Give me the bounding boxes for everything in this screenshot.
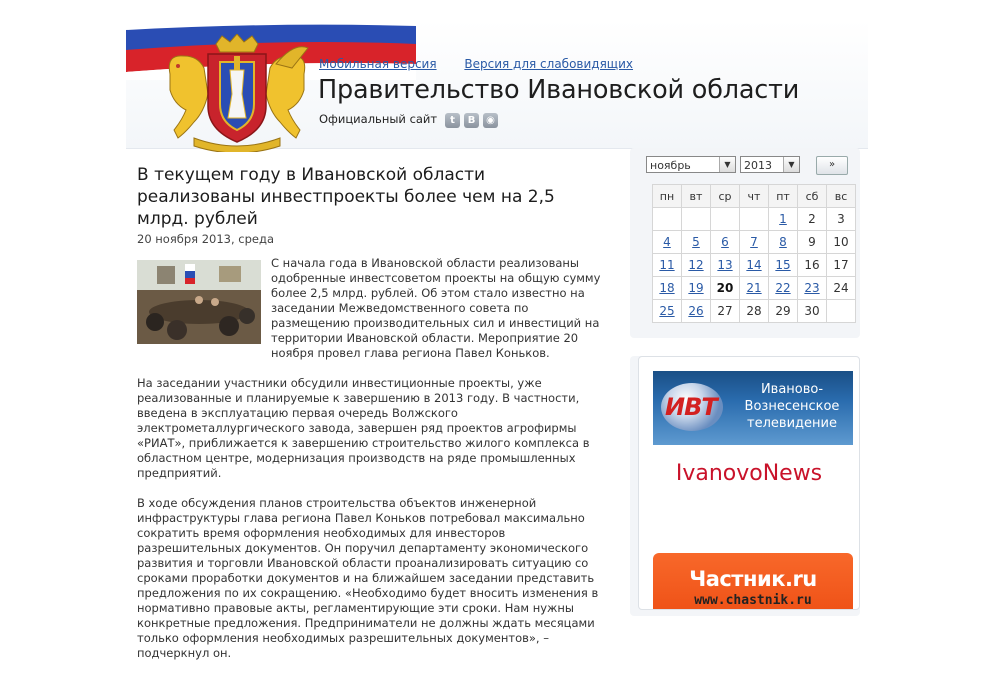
calendar-day-cell — [740, 277, 769, 300]
calendar-day-cell — [740, 231, 769, 254]
vkontakte-icon[interactable]: B — [464, 113, 479, 128]
calendar-day-cell — [653, 277, 682, 300]
calendar-day-link[interactable]: 14 — [746, 258, 762, 272]
calendar-day-cell — [769, 231, 798, 254]
calendar-week-row — [653, 277, 856, 300]
calendar-day-cell — [769, 208, 798, 231]
meeting-photo-image — [137, 260, 261, 344]
article-title: В текущем году в Ивановской области реализованы инвестпроекты более чем на 2,5 млрд. рублей — [137, 165, 555, 229]
calendar-weekday: вт — [682, 185, 711, 208]
calendar-day-cell — [711, 231, 740, 254]
official-site-label: Официальный сайт — [319, 112, 438, 126]
ivanovo-news-banner[interactable]: IvanovoNews — [675, 461, 823, 486]
calendar-week-row — [653, 254, 856, 277]
calendar-day-cell — [769, 277, 798, 300]
mobile-version-link[interactable]: Мобильная версия — [319, 57, 437, 71]
social-icons — [445, 113, 498, 128]
calendar-day-link[interactable]: 7 — [750, 235, 758, 249]
calendar-day-link[interactable]: 25 — [659, 304, 675, 318]
calendar-day-cell: 9 — [798, 231, 827, 254]
calendar-day-cell: 10 — [827, 231, 856, 254]
rss-icon[interactable]: ◉ — [483, 113, 498, 128]
article-photo[interactable] — [137, 260, 261, 344]
ivt-tv-banner[interactable] — [653, 371, 853, 445]
year-select-value: 2013 — [744, 159, 772, 172]
article-paragraph: С начала года в Ивановской области реализованы одобренные инвестсоветом проекты на общую сумму более 2,5 млрд. рублей. Об этом стало известно на заседании Межведомственного совета по размещению производительных сил и инвестиций на территории Ивановской области. Мероприятие 20 ноября провел глава региона Павел Коньков. — [271, 256, 601, 360]
chastnik-logo-text — [653, 567, 853, 591]
site-title: Правительство Ивановской области — [318, 75, 800, 105]
calendar-week-row — [653, 300, 856, 323]
calendar-controls — [646, 156, 862, 176]
header-links — [319, 57, 633, 71]
chastnik-name: Частник — [689, 567, 785, 591]
banners-panel — [630, 356, 860, 616]
article-paragraph: На заседании участники обсудили инвестиционные проекты, уже реализованные и планируемые к завершению в 2013 году. В частности, введена в эксплуатацию первая очередь Волжского электрометаллургического завода, завершен ряд проектов агрофирмы «РИАТ», приближается к завершению строительство жилого комплекса в областном центре, модернизация производств на ряде промышленных предприятий. — [137, 376, 590, 480]
ivt-logo-text: ИВТ — [665, 393, 717, 421]
calendar-weekday: ср — [711, 185, 740, 208]
article-date: 20 ноября 2013, среда — [137, 232, 275, 246]
calendar-day-link[interactable]: 5 — [692, 235, 700, 249]
calendar-day-link[interactable]: 1 — [779, 212, 787, 226]
calendar-week-row — [653, 208, 856, 231]
calendar-day-link[interactable]: 6 — [721, 235, 729, 249]
calendar-day-link[interactable]: 13 — [717, 258, 733, 272]
calendar-today-cell: 20 — [711, 277, 740, 300]
calendar-day-cell — [682, 300, 711, 323]
month-select[interactable] — [646, 156, 736, 173]
article-body — [137, 256, 607, 661]
calendar-next-button[interactable]: » — [816, 156, 848, 175]
calendar-day-cell — [740, 208, 769, 231]
calendar-day-cell — [682, 277, 711, 300]
coat-of-arms-icon — [164, 34, 310, 152]
site-header — [126, 20, 868, 149]
calendar-day-link[interactable]: 18 — [659, 281, 675, 295]
calendar-weekday: сб — [798, 185, 827, 208]
calendar-day-cell — [827, 300, 856, 323]
calendar-day-cell — [682, 231, 711, 254]
calendar-day-cell — [682, 254, 711, 277]
calendar-day-cell: 3 — [827, 208, 856, 231]
calendar-day-link[interactable]: 4 — [663, 235, 671, 249]
chastnik-tld: .ru — [784, 567, 817, 591]
calendar-day-link[interactable]: 15 — [775, 258, 791, 272]
calendar-day-cell — [798, 277, 827, 300]
calendar-day-cell — [653, 300, 682, 323]
calendar-day-link[interactable]: 19 — [688, 281, 704, 295]
calendar-day-link[interactable]: 22 — [775, 281, 791, 295]
calendar-day-cell — [653, 208, 682, 231]
calendar-day-link[interactable]: 23 — [804, 281, 820, 295]
calendar-weekday: чт — [740, 185, 769, 208]
banners-inner — [638, 356, 860, 610]
chevron-down-icon: ▼ — [783, 157, 799, 172]
calendar-panel — [630, 148, 860, 338]
calendar-day-link[interactable]: 12 — [688, 258, 704, 272]
ivt-channel-name: Иваново-Вознесенское телевидение — [744, 382, 840, 431]
calendar-day-cell: 27 — [711, 300, 740, 323]
calendar-weekday: вс — [827, 185, 856, 208]
chastnik-banner[interactable] — [653, 553, 853, 609]
chevron-down-icon: ▼ — [719, 157, 735, 172]
article — [137, 164, 607, 676]
year-select[interactable] — [740, 156, 800, 173]
calendar-day-cell — [769, 254, 798, 277]
month-select-value: ноябрь — [650, 159, 691, 172]
visually-impaired-version-link[interactable]: Версия для слабовидящих — [464, 57, 634, 71]
calendar-week-row — [653, 231, 856, 254]
calendar-weekday-row — [653, 185, 856, 208]
calendar-day-link[interactable]: 11 — [659, 258, 675, 272]
calendar-day-cell — [740, 254, 769, 277]
calendar-day-cell — [711, 208, 740, 231]
calendar-day-cell: 24 — [827, 277, 856, 300]
calendar-day-cell: 17 — [827, 254, 856, 277]
calendar-day-cell: 16 — [798, 254, 827, 277]
calendar-day-cell: 2 — [798, 208, 827, 231]
calendar-day-cell: 28 — [740, 300, 769, 323]
calendar-day-link[interactable]: 21 — [746, 281, 762, 295]
calendar-day-cell — [711, 254, 740, 277]
calendar-day-link[interactable]: 26 — [688, 304, 704, 318]
chastnik-url: www.chastnik.ru — [694, 593, 812, 608]
twitter-icon[interactable]: t — [445, 113, 460, 128]
calendar-day-link[interactable]: 8 — [779, 235, 787, 249]
article-paragraph: В ходе обсуждения планов строительства объектов инженерной инфраструктуры глава региона Павел Коньков потребовал максимально сократить время оформления необходимых для инвесторов разрешительных документов. Он поручил департаменту экономического развития и торговли Ивановской области проанализировать ситуацию со сроками проработки документов и на ближайшем заседании представить предложения по их сокращению. «Необходимо будет вносить изменения в нормативно правовые акты, регламентирующие эти сроки. Нам нужны конкретные предложения. Предприниматели не должны ждать месяцами только оформления необходимых разрешительных документов», – подчеркнул он. — [137, 496, 599, 660]
calendar-day-cell: 29 — [769, 300, 798, 323]
calendar-day-cell — [682, 208, 711, 231]
calendar-weekday: пт — [769, 185, 798, 208]
calendar-weekday: пн — [653, 185, 682, 208]
calendar-day-cell: 30 — [798, 300, 827, 323]
calendar-day-cell — [653, 231, 682, 254]
calendar-grid — [652, 184, 856, 323]
calendar-day-cell — [653, 254, 682, 277]
